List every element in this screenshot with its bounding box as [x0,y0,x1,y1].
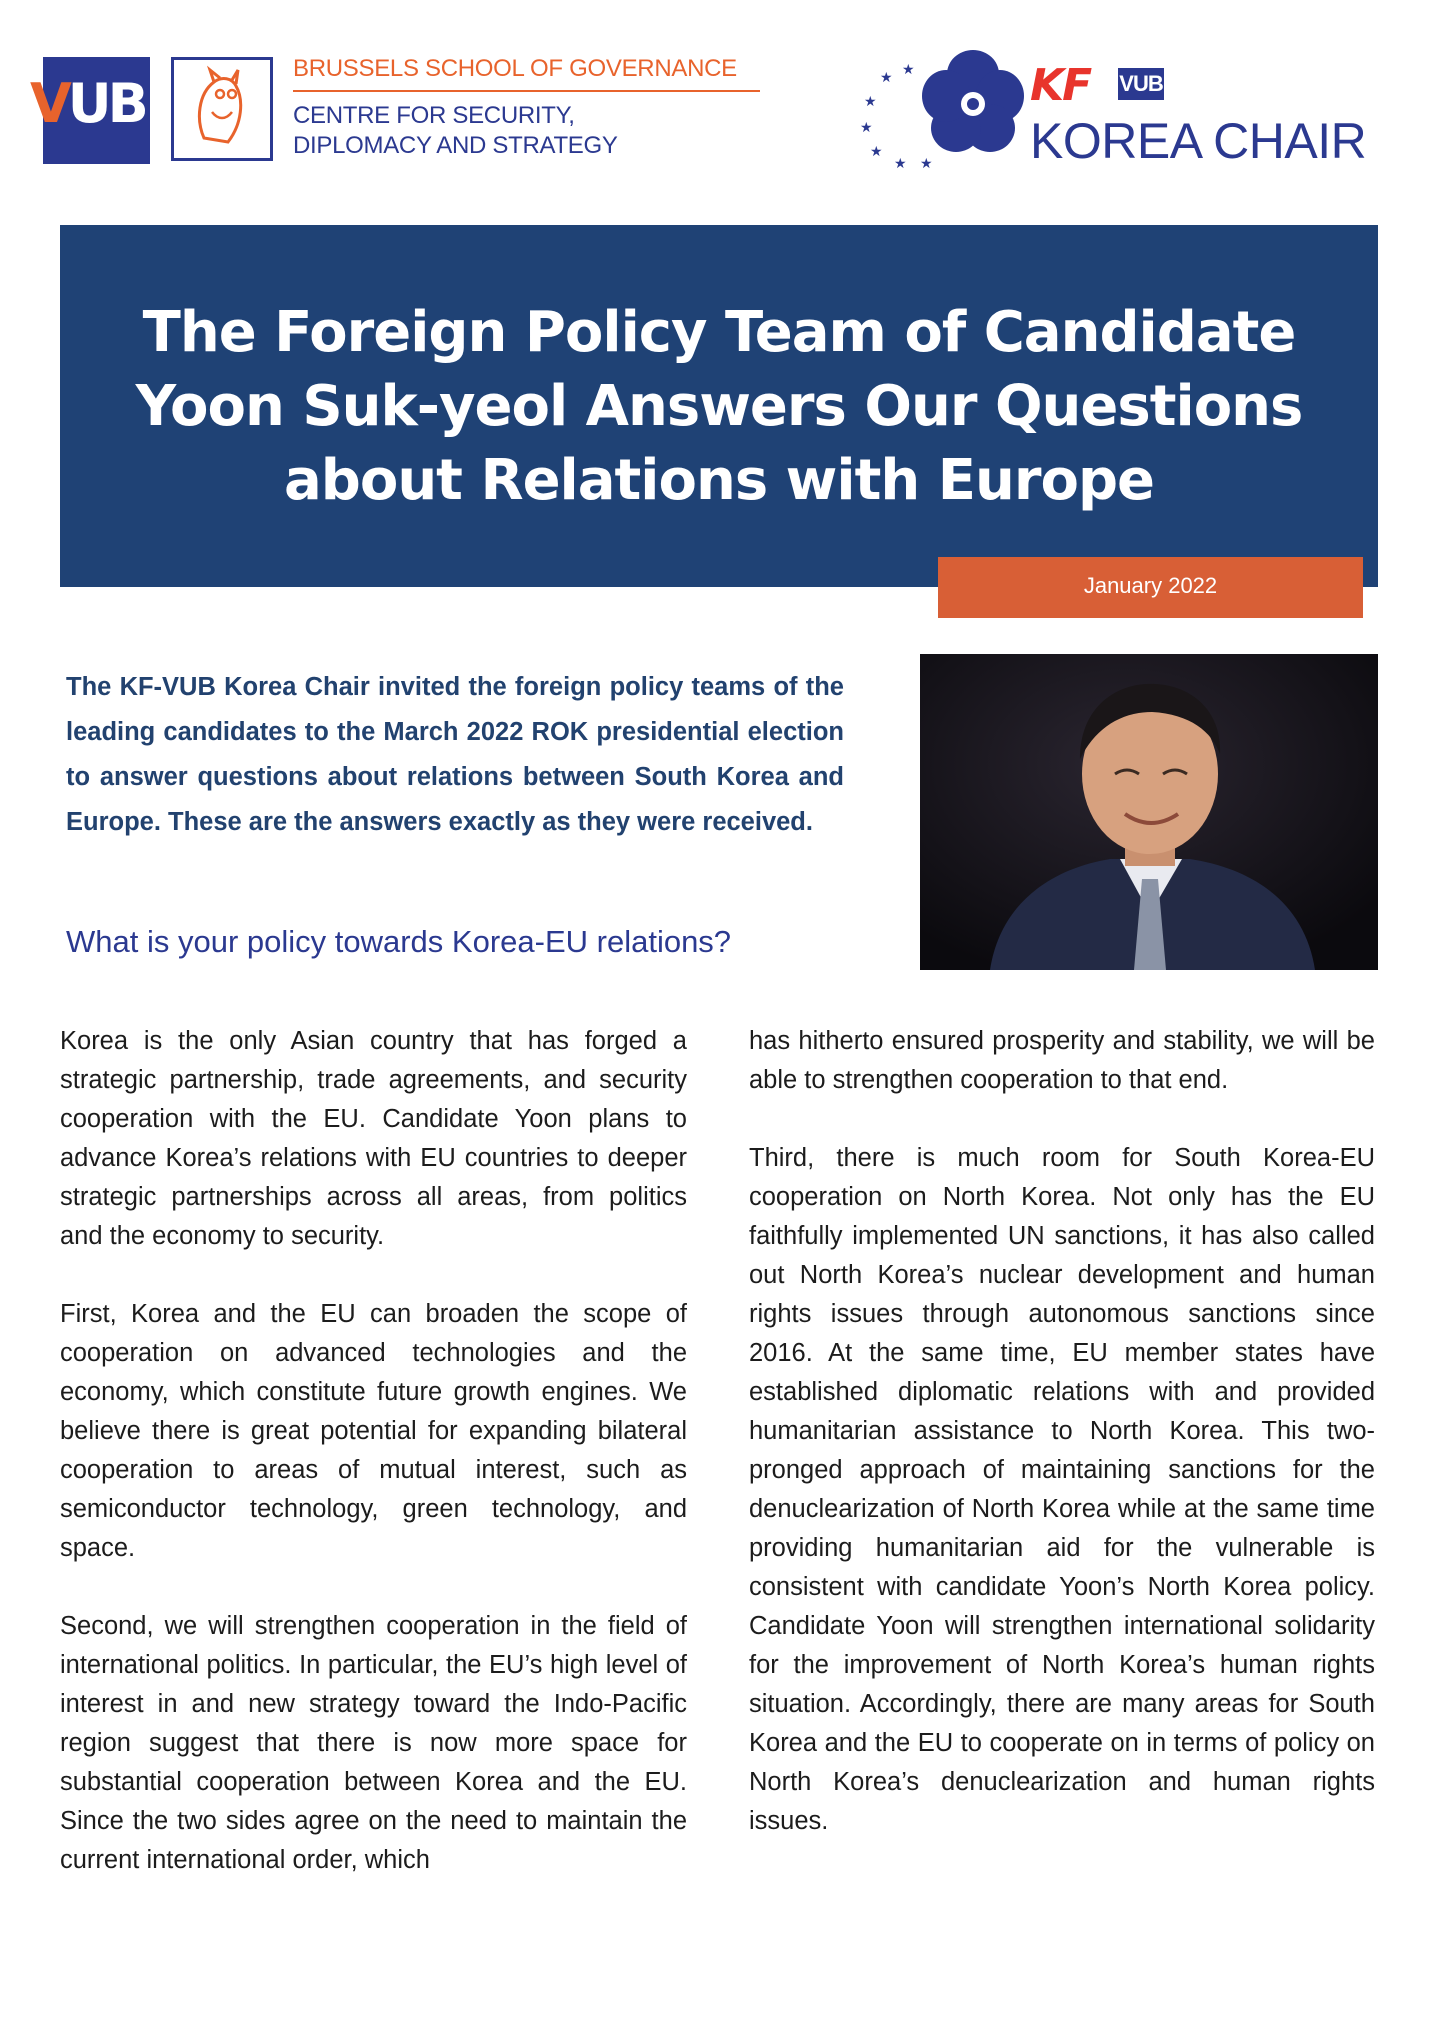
bsog-subtitle-line1: CENTRE FOR SECURITY, [293,102,575,129]
svg-text:★: ★ [920,155,933,170]
owl-emblem-icon [171,57,273,161]
paragraph: Third, there is much room for South Korea-EU cooperation on North Korea. Not only has the EU faithfully implemented UN sanctions, it has also called out North Korea’s nuclear development and human rights issues through autonomous sanctions since 2016. At the same time, EU member states have established diplomatic relations with and provided humanitarian assistance to North Korea. This two-pronged approach of maintaining sanctions for the denuclearization of North Korea while at the same time providing humanitarian aid for the vulnerable is consistent with candidate Yoon’s North Korea policy. Candidate Yoon will strengthen international solidarity for the improvement of North Korea’s human rights situation. Accordingly, there are many areas for South Korea and the EU to cooperate on in terms of policy on North Korea’s denuclearization and human rights issues. [749,1144,1375,1835]
paragraph: Second, we will strengthen cooperation in the field of international politics. In particular, the EU’s high level of interest in and new strategy toward the Indo-Pacific region suggest that there is now more space for substantial cooperation between Korea and the EU. Since the two sides agree on the need to maintain the current international order, which [60,1612,687,1874]
svg-text:★: ★ [860,119,873,135]
korea-chair-text: KOREA CHAIR [1030,113,1367,169]
kf-logo-text: KF [1030,60,1091,111]
paragraph: Korea is the only Asian country that has forged a strategic partnership, trade agreements, and security cooperation with the EU. Candidate Yoon plans to advance Korea’s relations with EU countries to deeper strategic partnerships across all areas, from politics and the economy to security. [60,1027,687,1250]
svg-text:★: ★ [864,93,877,109]
svg-text:★: ★ [870,143,883,159]
title-line: Yoon Suk-yeol Answers Our Questions [135,374,1303,439]
intro-text: The KF-VUB Korea Chair invited the foreign policy teams of the leading candidates to the March 2022 ROK presidential election to answer questions about relations between South Korea and Europe. These are the answers exactly as they were received. [66,673,844,836]
portrait-photo [920,654,1378,970]
paragraph: First, Korea and the EU can broaden the scope of cooperation on advanced technologies and the economy, which constitute future growth engines. We believe there is great potential for expanding bilateral cooperation to areas of mutual interest, such as semiconductor technology, green technology, and space. [60,1300,687,1562]
publication-date: January 2022 [1083,573,1218,598]
title-line: The Foreign Policy Team of Candidate [142,300,1296,365]
question-heading: What is your policy towards Korea-EU relations? [66,924,732,959]
flower-emblem-icon [918,46,1028,156]
right-column [749,1022,1375,1841]
svg-text:★: ★ [880,69,893,85]
bsog-subtitle-line2: DIPLOMACY AND STRATEGY [293,132,618,159]
kf-vub-badge: VUB [1118,68,1164,100]
left-column [60,1022,687,1880]
page-title [60,296,1378,518]
svg-text:★: ★ [902,61,915,77]
bsog-divider [293,90,760,92]
svg-text:★: ★ [894,155,907,170]
paragraph: has hitherto ensured prosperity and stability, we will be able to strengthen cooperation to that end. [749,1027,1375,1094]
bsog-title: BRUSSELS SCHOOL OF GOVERNANCE [293,55,737,82]
intro-paragraph [66,665,844,845]
vub-logo-text: VUB [30,72,145,135]
title-line: about Relations with Europe [283,448,1155,513]
